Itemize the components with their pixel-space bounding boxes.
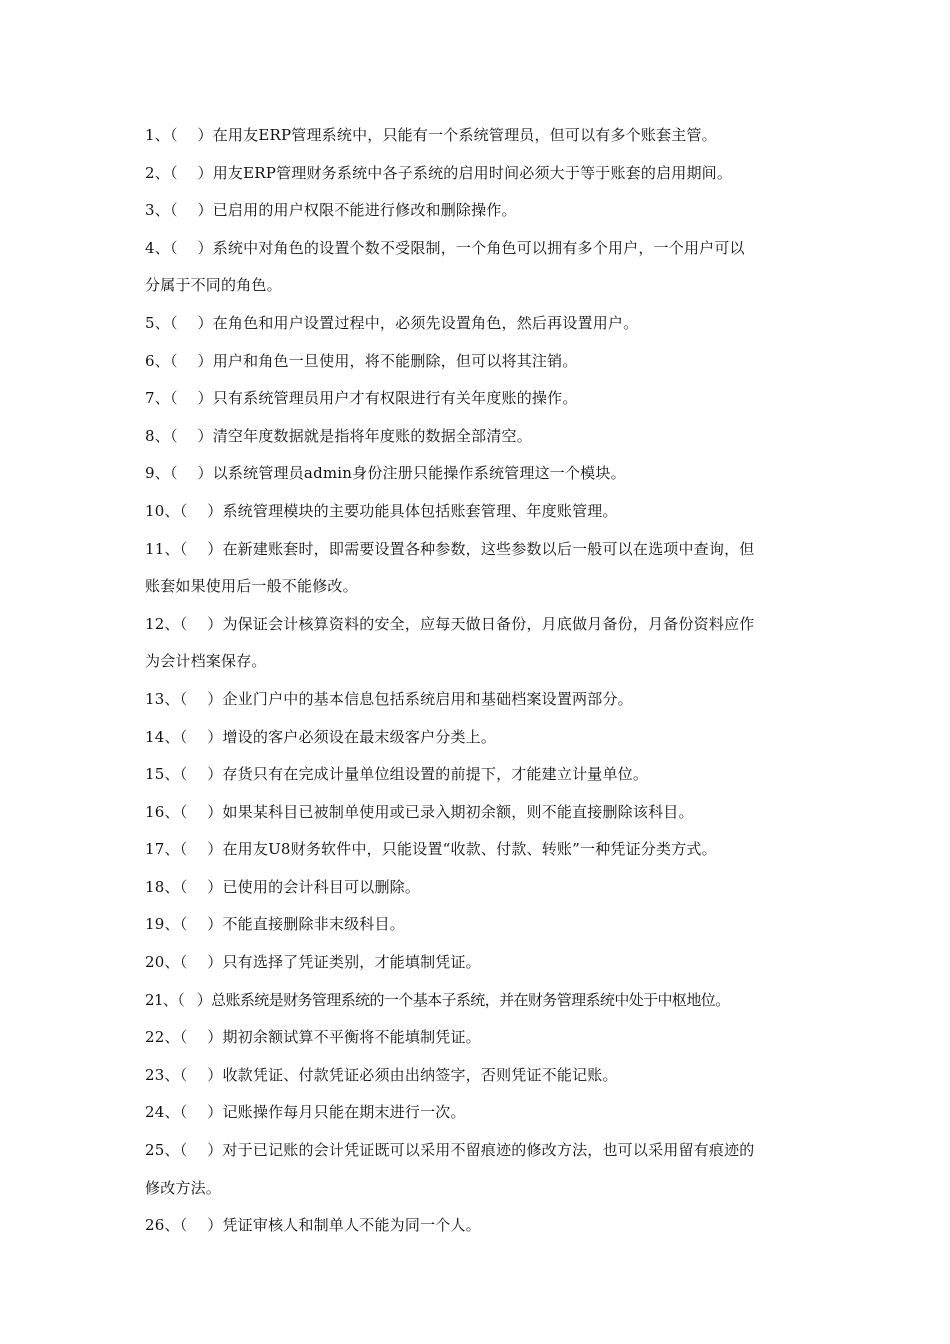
question-text: 对于已记账的会计凭证既可以采用不留痕迹的修改方法，也可以采用留有痕迹的 <box>222 1141 755 1160</box>
question-text: 清空年度数据就是指将年度账的数据全部清空。 <box>212 426 532 445</box>
question-line <box>145 121 810 159</box>
question-text: 收款凭证、付款凭证必须由出纳签字，否则凭证不能记账。 <box>222 1065 618 1084</box>
question-number: 22、 <box>145 1028 180 1047</box>
answer-blank: （ ） <box>169 201 213 220</box>
answer-blank: （ ） <box>179 1065 223 1084</box>
question-text: 企业门户中的基本信息包括系统启用和基础档案设置两部分。 <box>222 689 633 708</box>
question-text: 已使用的会计科目可以删除。 <box>222 877 421 896</box>
answer-blank: （ ） <box>179 915 223 934</box>
answer-blank: （ ） <box>179 1141 223 1160</box>
question-line <box>145 910 810 948</box>
question-text: 修改方法。 <box>145 1178 222 1197</box>
question-number: 1、 <box>145 126 170 144</box>
question-number: 4、 <box>145 238 170 257</box>
answer-blank: （ ） <box>179 1103 223 1122</box>
question-number: 23、 <box>145 1065 180 1084</box>
question-text: 不能直接删除非末级科目。 <box>222 915 405 934</box>
question-number: 6、 <box>145 351 170 370</box>
question-text: 分属于不同的角色。 <box>145 276 282 295</box>
question-line <box>145 723 810 761</box>
question-text: 只有系统管理员用户才有权限进行有关年度账的操作。 <box>212 389 578 408</box>
question-text: 系统管理模块的主要功能具体包括账套管理、年度账管理。 <box>222 501 618 520</box>
question-line <box>145 347 810 385</box>
answer-blank: （ ） <box>179 689 223 708</box>
question-text: 期初余额试算不平衡将不能填制凭证。 <box>222 1028 481 1047</box>
answer-blank: （ ） <box>179 614 223 633</box>
question-line <box>145 422 810 460</box>
answer-blank: （ ） <box>169 163 213 182</box>
question-number: 5、 <box>145 313 170 332</box>
question-text: 只有选择了凭证类别，才能填制凭证。 <box>222 953 481 972</box>
question-line <box>145 760 810 798</box>
answer-blank: （ ） <box>179 765 223 784</box>
question-text: 系统中对角色的设置个数不受限制，一个角色可以拥有多个用户，一个用户可以 <box>212 238 745 257</box>
question-line <box>145 986 810 1024</box>
question-continuation-line <box>145 271 810 309</box>
answer-blank: （ ） <box>169 238 213 257</box>
question-text: 记账操作每月只能在期末进行一次。 <box>222 1103 466 1122</box>
question-line <box>145 873 810 911</box>
question-number: 15、 <box>145 765 180 784</box>
question-line <box>145 234 810 272</box>
question-text: 存货只有在完成计量单位组设置的前提下，才能建立计量单位。 <box>222 765 649 784</box>
answer-blank: （ ） <box>179 727 223 746</box>
question-line <box>145 1023 810 1061</box>
question-line <box>145 1136 810 1174</box>
answer-blank: （ ） <box>179 840 223 859</box>
question-list <box>145 121 810 1249</box>
question-line <box>145 798 810 836</box>
question-line <box>145 1061 810 1099</box>
question-number: 10、 <box>145 501 180 520</box>
question-text: 总账系统是财务管理系统的一个基本子系统，并在财务管理系统中处于中枢地位。 <box>211 990 730 1009</box>
question-number: 8、 <box>145 426 170 445</box>
question-number: 17、 <box>145 840 180 859</box>
question-number: 2、 <box>145 163 170 182</box>
question-text: 凭证审核人和制单人不能为同一个人。 <box>222 1216 481 1235</box>
question-number: 25、 <box>145 1141 180 1160</box>
question-number: 19、 <box>145 915 180 934</box>
answer-blank: （ ） <box>179 1028 223 1047</box>
question-line <box>145 384 810 422</box>
question-text: 在新建账套时，即需要设置各种参数，这些参数以后一般可以在选项中查询，但 <box>222 539 755 558</box>
question-text: 增设的客户必须设在最末级客户分类上。 <box>222 727 497 746</box>
question-line <box>145 196 810 234</box>
answer-blank: （ ） <box>169 426 213 445</box>
question-text: 已启用的用户权限不能进行修改和删除操作。 <box>212 201 517 220</box>
question-number: 12、 <box>145 614 180 633</box>
question-line <box>145 1211 810 1249</box>
answer-blank: （ ） <box>179 802 223 821</box>
question-line <box>145 159 810 197</box>
question-number: 16、 <box>145 802 180 821</box>
question-number: 14、 <box>145 727 180 746</box>
question-line <box>145 948 810 986</box>
answer-blank: （ ） <box>169 313 213 332</box>
question-text: 以系统管理员admin身份注册只能操作系统管理这一个模块。 <box>212 464 626 483</box>
question-text: 如果某科目已被制单使用或已录入期初余额，则不能直接删除该科目。 <box>222 802 694 821</box>
question-continuation-line <box>145 572 810 610</box>
question-line <box>145 309 810 347</box>
question-line <box>145 459 810 497</box>
answer-blank: （ ） <box>177 990 212 1009</box>
question-line <box>145 610 810 648</box>
question-text: 在角色和用户设置过程中，必须先设置角色，然后再设置用户。 <box>212 313 639 332</box>
question-text: 用友ERP管理财务系统中各子系统的启用时间必须大于等于账套的启用期间。 <box>212 163 733 182</box>
question-number: 13、 <box>145 689 180 708</box>
answer-blank: （ ） <box>179 953 223 972</box>
answer-blank: （ ） <box>169 351 213 370</box>
question-number: 24、 <box>145 1103 180 1122</box>
question-continuation-line <box>145 647 810 685</box>
question-number: 20、 <box>145 953 180 972</box>
question-line <box>145 1098 810 1136</box>
answer-blank: （ ） <box>169 126 213 144</box>
answer-blank: （ ） <box>169 389 213 408</box>
answer-blank: （ ） <box>179 501 223 520</box>
question-text: 在用友U8财务软件中，只能设置“收款、付款、转账”一种凭证分类方式。 <box>222 840 717 859</box>
answer-blank: （ ） <box>179 1216 223 1235</box>
question-number: 21、 <box>145 990 178 1009</box>
answer-blank: （ ） <box>179 877 223 896</box>
question-text: 为会计档案保存。 <box>145 652 267 671</box>
question-text: 在用友ERP管理系统中，只能有一个系统管理员，但可以有多个账套主管。 <box>212 126 717 144</box>
answer-blank: （ ） <box>179 539 223 558</box>
question-line <box>145 497 810 535</box>
answer-blank: （ ） <box>169 464 213 483</box>
question-number: 7、 <box>145 389 170 408</box>
question-line <box>145 535 810 573</box>
question-continuation-line <box>145 1174 810 1212</box>
question-text: 账套如果使用后一般不能修改。 <box>145 577 358 596</box>
question-number: 26、 <box>145 1216 180 1235</box>
question-line <box>145 685 810 723</box>
question-text: 用户和角色一旦使用，将不能删除，但可以将其注销。 <box>212 351 578 370</box>
question-number: 18、 <box>145 877 180 896</box>
question-number: 9、 <box>145 464 170 483</box>
question-number: 3、 <box>145 201 170 220</box>
question-line <box>145 835 810 873</box>
question-text: 为保证会计核算资料的安全，应每天做日备份，月底做月备份，月备份资料应作 <box>222 614 755 633</box>
question-number: 11、 <box>145 539 180 558</box>
